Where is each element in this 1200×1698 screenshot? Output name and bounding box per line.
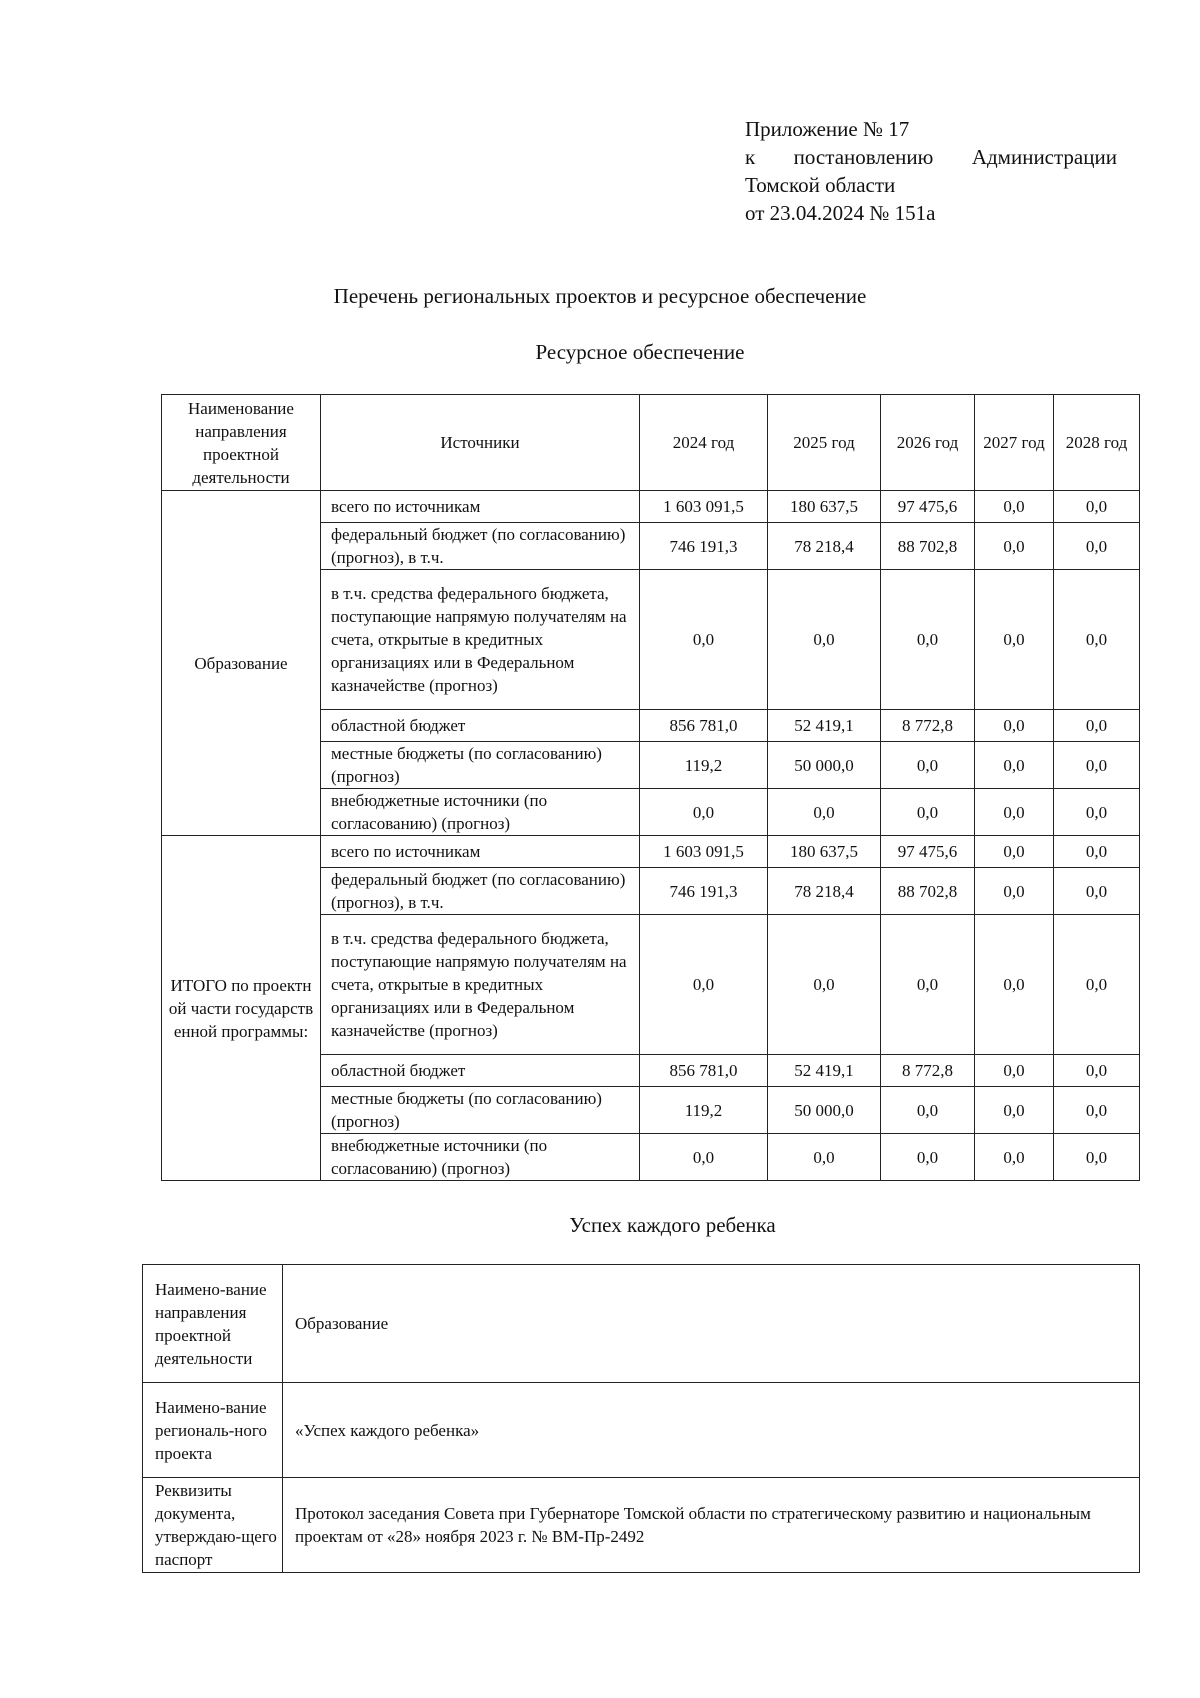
- value-cell: 119,2: [640, 742, 768, 789]
- value-cell: 0,0: [881, 1087, 975, 1134]
- header-cell: Наименование направления проектной деятельности: [162, 395, 321, 491]
- value-cell: 0,0: [768, 915, 881, 1055]
- value-cell: 0,0: [975, 710, 1054, 742]
- value-cell: 0,0: [975, 523, 1054, 570]
- value-cell: 0,0: [640, 789, 768, 836]
- row-value: Образование: [283, 1265, 1140, 1383]
- value-cell: 0,0: [1054, 570, 1140, 710]
- header-cell: 2027 год: [975, 395, 1054, 491]
- value-cell: 0,0: [1054, 1134, 1140, 1181]
- section-title: Успех каждого ребенка: [569, 1213, 776, 1237]
- value-cell: 8 772,8: [881, 1055, 975, 1087]
- source-cell: федеральный бюджет (по согласованию) (прогноз), в т.ч.: [321, 868, 640, 915]
- value-cell: 0,0: [1054, 868, 1140, 915]
- appendix-block: [745, 115, 1125, 227]
- appendix-word: к: [745, 145, 756, 169]
- value-cell: 97 475,6: [881, 491, 975, 523]
- value-cell: 88 702,8: [881, 523, 975, 570]
- source-cell: внебюджетные источники (по согласованию) (прогноз): [321, 1134, 640, 1181]
- source-cell: внебюджетные источники (по согласованию) (прогноз): [321, 789, 640, 836]
- value-cell: 1 603 091,5: [640, 836, 768, 868]
- value-cell: 0,0: [1054, 915, 1140, 1055]
- value-cell: 0,0: [1054, 710, 1140, 742]
- source-cell: местные бюджеты (по согласованию) (прогноз): [321, 742, 640, 789]
- appendix-line-2: [745, 143, 1117, 171]
- source-cell: федеральный бюджет (по согласованию) (прогноз), в т.ч.: [321, 523, 640, 570]
- value-cell: 0,0: [1054, 836, 1140, 868]
- value-cell: 746 191,3: [640, 523, 768, 570]
- value-cell: 88 702,8: [881, 868, 975, 915]
- value-cell: 78 218,4: [768, 868, 881, 915]
- document-title: Перечень региональных проектов и ресурсное обеспечение: [333, 284, 867, 308]
- value-cell: 0,0: [640, 1134, 768, 1181]
- source-cell: в т.ч. средства федерального бюджета, поступающие напрямую получателям на счета, открытые в кредитных организациях или в Федеральном казначействе (прогноз): [321, 915, 640, 1055]
- value-cell: 119,2: [640, 1087, 768, 1134]
- header-cell: 2025 год: [768, 395, 881, 491]
- table-row: [143, 1383, 1140, 1478]
- value-cell: 0,0: [975, 570, 1054, 710]
- table-row: [143, 1478, 1140, 1573]
- value-cell: 0,0: [881, 915, 975, 1055]
- value-cell: 0,0: [975, 1087, 1054, 1134]
- header-cell: 2024 год: [640, 395, 768, 491]
- source-cell: областной бюджет: [321, 710, 640, 742]
- source-cell: местные бюджеты (по согласованию) (прогноз): [321, 1087, 640, 1134]
- project-passport-table: [142, 1264, 1140, 1573]
- value-cell: 97 475,6: [881, 836, 975, 868]
- source-cell: всего по источникам: [321, 491, 640, 523]
- appendix-line-1: Приложение № 17: [745, 117, 910, 141]
- appendix-word: постановлению: [793, 145, 934, 169]
- value-cell: 50 000,0: [768, 742, 881, 789]
- value-cell: 0,0: [768, 570, 881, 710]
- table-row: [143, 1265, 1140, 1383]
- source-cell: всего по источникам: [321, 836, 640, 868]
- value-cell: 0,0: [768, 789, 881, 836]
- row-label: Реквизиты документа, утверждаю-щего паспорт: [143, 1478, 283, 1573]
- table-row: [162, 836, 1140, 868]
- row-value: Протокол заседания Совета при Губернаторе Томской области по стратегическому развитию и национальным проектам от «28» ноября 2023 г. № ВМ-Пр-2492: [283, 1478, 1140, 1573]
- value-cell: 856 781,0: [640, 1055, 768, 1087]
- value-cell: 0,0: [768, 1134, 881, 1181]
- row-label: Наимено-вание региональ-ного проекта: [143, 1383, 283, 1478]
- value-cell: 0,0: [640, 570, 768, 710]
- value-cell: 180 637,5: [768, 491, 881, 523]
- value-cell: 52 419,1: [768, 1055, 881, 1087]
- value-cell: 0,0: [975, 491, 1054, 523]
- header-cell: 2028 год: [1054, 395, 1140, 491]
- resource-table-body: [162, 395, 1140, 1181]
- value-cell: 0,0: [975, 1055, 1054, 1087]
- group-name-cell: Образование: [162, 491, 321, 836]
- value-cell: 52 419,1: [768, 710, 881, 742]
- value-cell: 0,0: [975, 868, 1054, 915]
- resource-table-header: [162, 395, 1140, 491]
- group-name-cell: ИТОГО по проектной части государственной программы:: [162, 836, 321, 1181]
- row-label: Наимено-вание направления проектной деятельности: [143, 1265, 283, 1383]
- value-cell: 0,0: [975, 789, 1054, 836]
- value-cell: 1 603 091,5: [640, 491, 768, 523]
- value-cell: 0,0: [881, 1134, 975, 1181]
- document-subtitle: Ресурсное обеспечение: [535, 340, 745, 364]
- header-cell: 2026 год: [881, 395, 975, 491]
- value-cell: 0,0: [975, 1134, 1054, 1181]
- value-cell: 0,0: [881, 789, 975, 836]
- value-cell: 0,0: [1054, 523, 1140, 570]
- source-cell: в т.ч. средства федерального бюджета, поступающие напрямую получателям на счета, открытые в кредитных организациях или в Федеральном казначействе (прогноз): [321, 570, 640, 710]
- value-cell: 0,0: [881, 742, 975, 789]
- value-cell: 746 191,3: [640, 868, 768, 915]
- value-cell: 0,0: [975, 742, 1054, 789]
- value-cell: 50 000,0: [768, 1087, 881, 1134]
- value-cell: 180 637,5: [768, 836, 881, 868]
- value-cell: 0,0: [975, 836, 1054, 868]
- value-cell: 78 218,4: [768, 523, 881, 570]
- value-cell: 0,0: [1054, 491, 1140, 523]
- row-value: «Успех каждого ребенка»: [283, 1383, 1140, 1478]
- value-cell: 8 772,8: [881, 710, 975, 742]
- value-cell: 856 781,0: [640, 710, 768, 742]
- source-cell: областной бюджет: [321, 1055, 640, 1087]
- table-row: [162, 491, 1140, 523]
- value-cell: 0,0: [975, 915, 1054, 1055]
- appendix-word: Администрации: [971, 145, 1117, 169]
- appendix-line-3: Томской области: [745, 173, 896, 197]
- value-cell: 0,0: [640, 915, 768, 1055]
- appendix-line-4: от 23.04.2024 № 151а: [745, 201, 936, 225]
- value-cell: 0,0: [1054, 1055, 1140, 1087]
- value-cell: 0,0: [1054, 789, 1140, 836]
- value-cell: 0,0: [881, 570, 975, 710]
- resource-table: [161, 394, 1140, 1181]
- header-cell: Источники: [321, 395, 640, 491]
- value-cell: 0,0: [1054, 742, 1140, 789]
- value-cell: 0,0: [1054, 1087, 1140, 1134]
